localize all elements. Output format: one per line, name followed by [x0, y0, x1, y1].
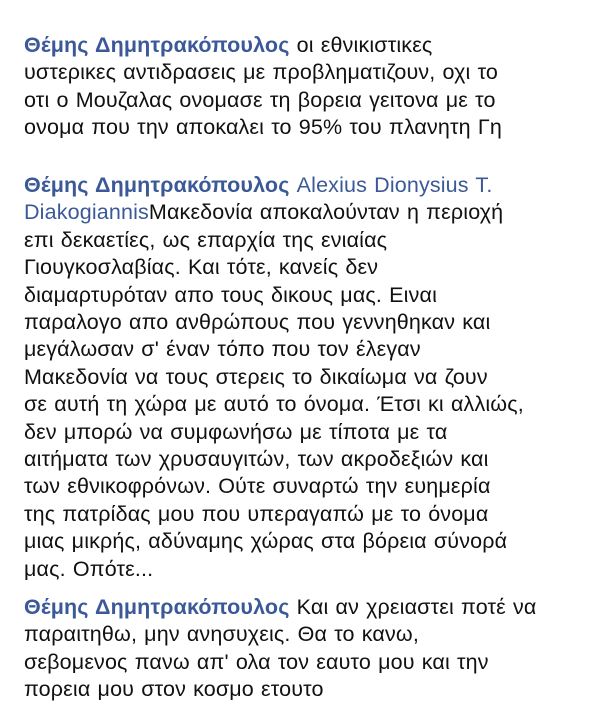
comment-line: ονομα που την αποκαλει το 95% του πλανητη Γη [24, 115, 502, 140]
comment-text: οι εθνικιστικες [289, 33, 433, 57]
comment-line: μιας μικρής, αδύναμης χώρας στα βόρεια σύνορά [24, 529, 508, 554]
comment-line [24, 32, 580, 59]
comment-line: μας. Οπότε... [24, 556, 154, 581]
comment-line: της πατρίδας μου που υπεραγαπώ με το όνομα [24, 501, 489, 526]
tagged-user-link[interactable]: Alexius Dionysius T. [289, 173, 493, 197]
comment-line: Μακεδονία να τους στερεις το δικαίωμα να ζουν [24, 364, 488, 389]
comment-line [24, 172, 580, 199]
comment-line [24, 199, 580, 226]
comment-text: Μακεδονία αποκαλούνταν η περιοχή [148, 200, 504, 225]
comment-author-link[interactable]: Θέμης Δημητρακόπουλος [24, 595, 290, 619]
comment-line: σεβομενος πανω απ' ολα τον εαυτο μου και την [24, 649, 489, 674]
comment-line: οτι ο Μουζαλας ονομασε τη βορεια γειτονα με το [24, 87, 496, 112]
comment-line [24, 594, 580, 621]
comment-line: δεν μπορώ να συμφωνήσω με τίποτα με τα [24, 419, 448, 444]
tagged-user-link-continued[interactable]: Diakogiannis [24, 200, 149, 225]
comment-line: παραλογο απο ανθρώπους που γεννηθηκαν και [24, 310, 491, 335]
comment-line: υστερικες αντιδρασεις με προβληματιζουν, οχι το [24, 60, 499, 85]
comment-line: Γιουγκοσλαβίας. Και τότε, κανείς δεν [24, 255, 379, 280]
comment-line: αιτήματα των χρυσαυγιτών, των ακροδεξιών και [24, 447, 489, 472]
comment-line: επι δεκαετίες, ως επαρχία της ενιαίας [24, 227, 388, 252]
comment [24, 594, 580, 704]
comment-line: σε αυτή τη χώρα με αυτό το όνομα. Έτσι κι αλλιώς, [24, 392, 524, 417]
comment [24, 32, 580, 142]
comment-line: παραιτηθω, μην ανησυχεις. Θα το κανω, [24, 622, 419, 647]
comment-author-link[interactable]: Θέμης Δημητρακόπουλος [24, 173, 290, 197]
comment-text: Και αν χρειαστει ποτέ να [289, 595, 537, 619]
comment-line: διαμαρτυρόταν απο τους δικους μας. Ειναι [24, 282, 438, 307]
comment-line: των εθνικοφρόνων. Ούτε συναρτώ την ευημερία [24, 474, 491, 499]
comment [24, 172, 580, 583]
comment-line: μεγάλωσαν σ' έναν τόπο που τον έλεγαν [24, 337, 421, 362]
comment-line: πορεια μου στον κοσμο ετουτο [24, 677, 324, 702]
comment-author-link[interactable]: Θέμης Δημητρακόπουλος [24, 33, 290, 57]
